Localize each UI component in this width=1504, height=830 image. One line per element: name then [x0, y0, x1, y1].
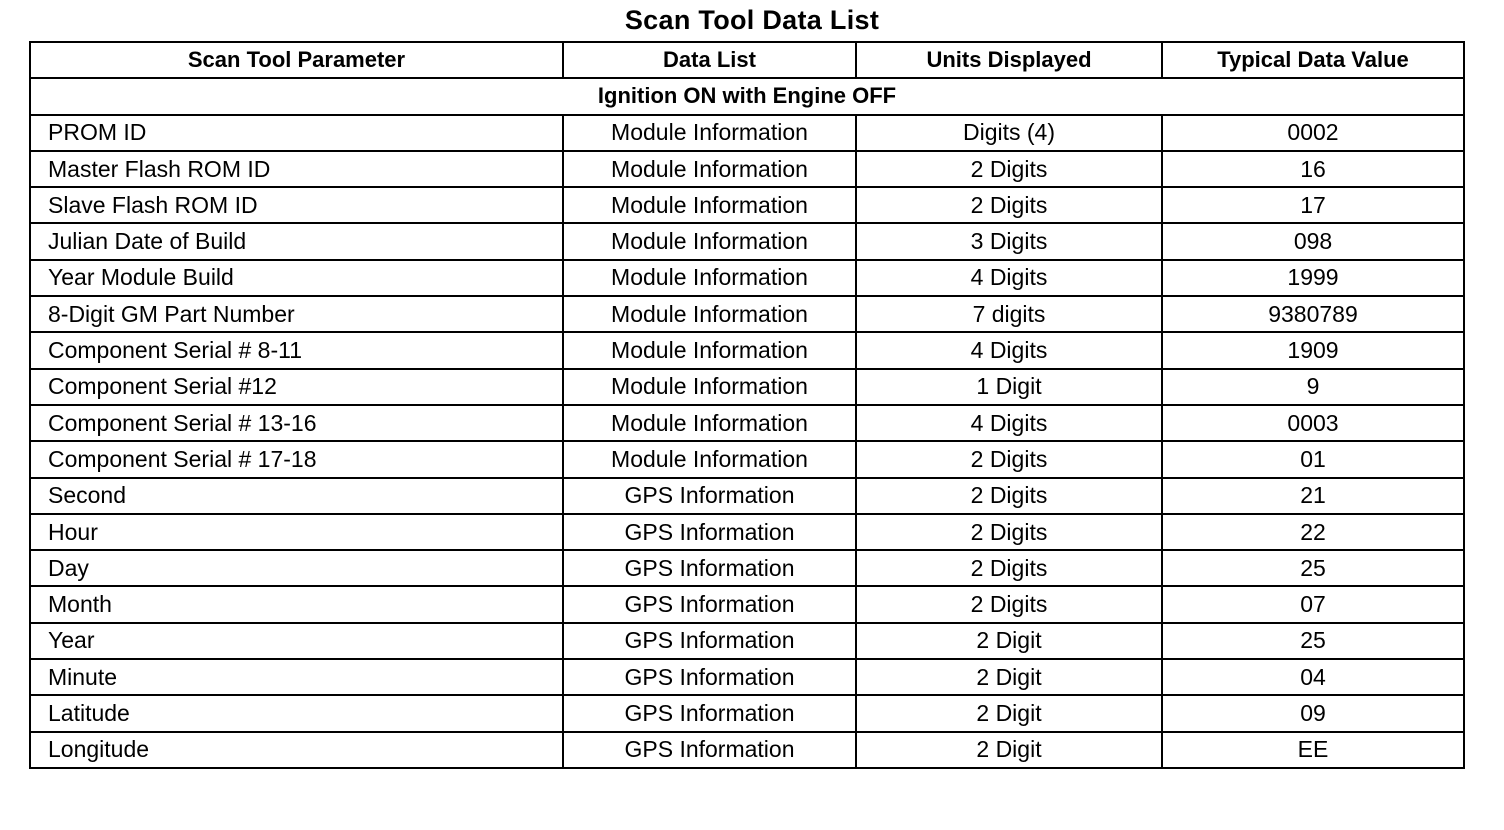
cell-parameter: Hour	[30, 514, 563, 550]
cell-data-list: Module Information	[563, 187, 856, 223]
section-row	[30, 78, 1464, 114]
cell-parameter: Component Serial # 13-16	[30, 405, 563, 441]
table-header-row	[30, 42, 1464, 78]
cell-typical-value: 01	[1162, 441, 1464, 477]
cell-units: 2 Digits	[856, 441, 1162, 477]
cell-data-list: Module Information	[563, 332, 856, 368]
cell-units: 2 Digit	[856, 695, 1162, 731]
cell-typical-value: 1999	[1162, 260, 1464, 296]
cell-parameter: Julian Date of Build	[30, 223, 563, 259]
table-row	[30, 369, 1464, 405]
table-row	[30, 623, 1464, 659]
table-row	[30, 514, 1464, 550]
cell-units: 2 Digits	[856, 586, 1162, 622]
cell-parameter: Month	[30, 586, 563, 622]
cell-units: 4 Digits	[856, 260, 1162, 296]
cell-data-list: GPS Information	[563, 659, 856, 695]
cell-typical-value: 25	[1162, 623, 1464, 659]
cell-data-list: Module Information	[563, 369, 856, 405]
section-label: Ignition ON with Engine OFF	[30, 78, 1464, 114]
cell-units: 7 digits	[856, 296, 1162, 332]
cell-data-list: Module Information	[563, 441, 856, 477]
cell-typical-value: 9	[1162, 369, 1464, 405]
cell-typical-value: 22	[1162, 514, 1464, 550]
cell-typical-value: 17	[1162, 187, 1464, 223]
table-row	[30, 586, 1464, 622]
cell-units: 4 Digits	[856, 332, 1162, 368]
cell-parameter: 8-Digit GM Part Number	[30, 296, 563, 332]
table-row	[30, 260, 1464, 296]
cell-units: Digits (4)	[856, 115, 1162, 151]
cell-typical-value: 1909	[1162, 332, 1464, 368]
cell-data-list: Module Information	[563, 223, 856, 259]
table-body	[30, 78, 1464, 768]
cell-typical-value: 04	[1162, 659, 1464, 695]
cell-data-list: Module Information	[563, 260, 856, 296]
cell-typical-value: 25	[1162, 550, 1464, 586]
cell-parameter: Slave Flash ROM ID	[30, 187, 563, 223]
cell-units: 2 Digit	[856, 623, 1162, 659]
table-row	[30, 659, 1464, 695]
cell-parameter: Component Serial #12	[30, 369, 563, 405]
cell-parameter: Year Module Build	[30, 260, 563, 296]
cell-parameter: PROM ID	[30, 115, 563, 151]
cell-data-list: GPS Information	[563, 586, 856, 622]
table-row	[30, 405, 1464, 441]
header-units-displayed: Units Displayed	[856, 42, 1162, 78]
table-row	[30, 478, 1464, 514]
cell-units: 2 Digits	[856, 151, 1162, 187]
cell-parameter: Minute	[30, 659, 563, 695]
cell-typical-value: EE	[1162, 732, 1464, 768]
cell-units: 3 Digits	[856, 223, 1162, 259]
cell-typical-value: 09	[1162, 695, 1464, 731]
cell-data-list: GPS Information	[563, 695, 856, 731]
cell-typical-value: 07	[1162, 586, 1464, 622]
table-row	[30, 732, 1464, 768]
cell-units: 2 Digits	[856, 478, 1162, 514]
cell-typical-value: 0002	[1162, 115, 1464, 151]
header-scan-tool-parameter: Scan Tool Parameter	[30, 42, 563, 78]
cell-typical-value: 16	[1162, 151, 1464, 187]
cell-data-list: GPS Information	[563, 514, 856, 550]
table-row	[30, 550, 1464, 586]
table-row	[30, 332, 1464, 368]
scan-tool-data-table	[29, 41, 1465, 769]
cell-data-list: GPS Information	[563, 550, 856, 586]
cell-data-list: GPS Information	[563, 478, 856, 514]
table-row	[30, 187, 1464, 223]
cell-units: 2 Digits	[856, 550, 1162, 586]
cell-parameter: Year	[30, 623, 563, 659]
table-row	[30, 441, 1464, 477]
cell-typical-value: 9380789	[1162, 296, 1464, 332]
cell-units: 2 Digits	[856, 187, 1162, 223]
cell-units: 2 Digits	[856, 514, 1162, 550]
header-typical-data-value: Typical Data Value	[1162, 42, 1464, 78]
cell-data-list: GPS Information	[563, 732, 856, 768]
header-data-list: Data List	[563, 42, 856, 78]
cell-typical-value: 0003	[1162, 405, 1464, 441]
cell-units: 4 Digits	[856, 405, 1162, 441]
table-row	[30, 115, 1464, 151]
cell-data-list: Module Information	[563, 151, 856, 187]
cell-data-list: Module Information	[563, 115, 856, 151]
table-row	[30, 223, 1464, 259]
cell-parameter: Master Flash ROM ID	[30, 151, 563, 187]
cell-units: 2 Digit	[856, 732, 1162, 768]
table-row	[30, 151, 1464, 187]
cell-parameter: Second	[30, 478, 563, 514]
cell-units: 1 Digit	[856, 369, 1162, 405]
cell-parameter: Longitude	[30, 732, 563, 768]
document-title: Scan Tool Data List	[624, 5, 880, 35]
cell-data-list: GPS Information	[563, 623, 856, 659]
cell-parameter: Component Serial # 17-18	[30, 441, 563, 477]
cell-data-list: Module Information	[563, 296, 856, 332]
table-row	[30, 695, 1464, 731]
cell-parameter: Latitude	[30, 695, 563, 731]
cell-parameter: Day	[30, 550, 563, 586]
cell-parameter: Component Serial # 8-11	[30, 332, 563, 368]
cell-typical-value: 21	[1162, 478, 1464, 514]
cell-data-list: Module Information	[563, 405, 856, 441]
cell-units: 2 Digit	[856, 659, 1162, 695]
table-row	[30, 296, 1464, 332]
cell-typical-value: 098	[1162, 223, 1464, 259]
